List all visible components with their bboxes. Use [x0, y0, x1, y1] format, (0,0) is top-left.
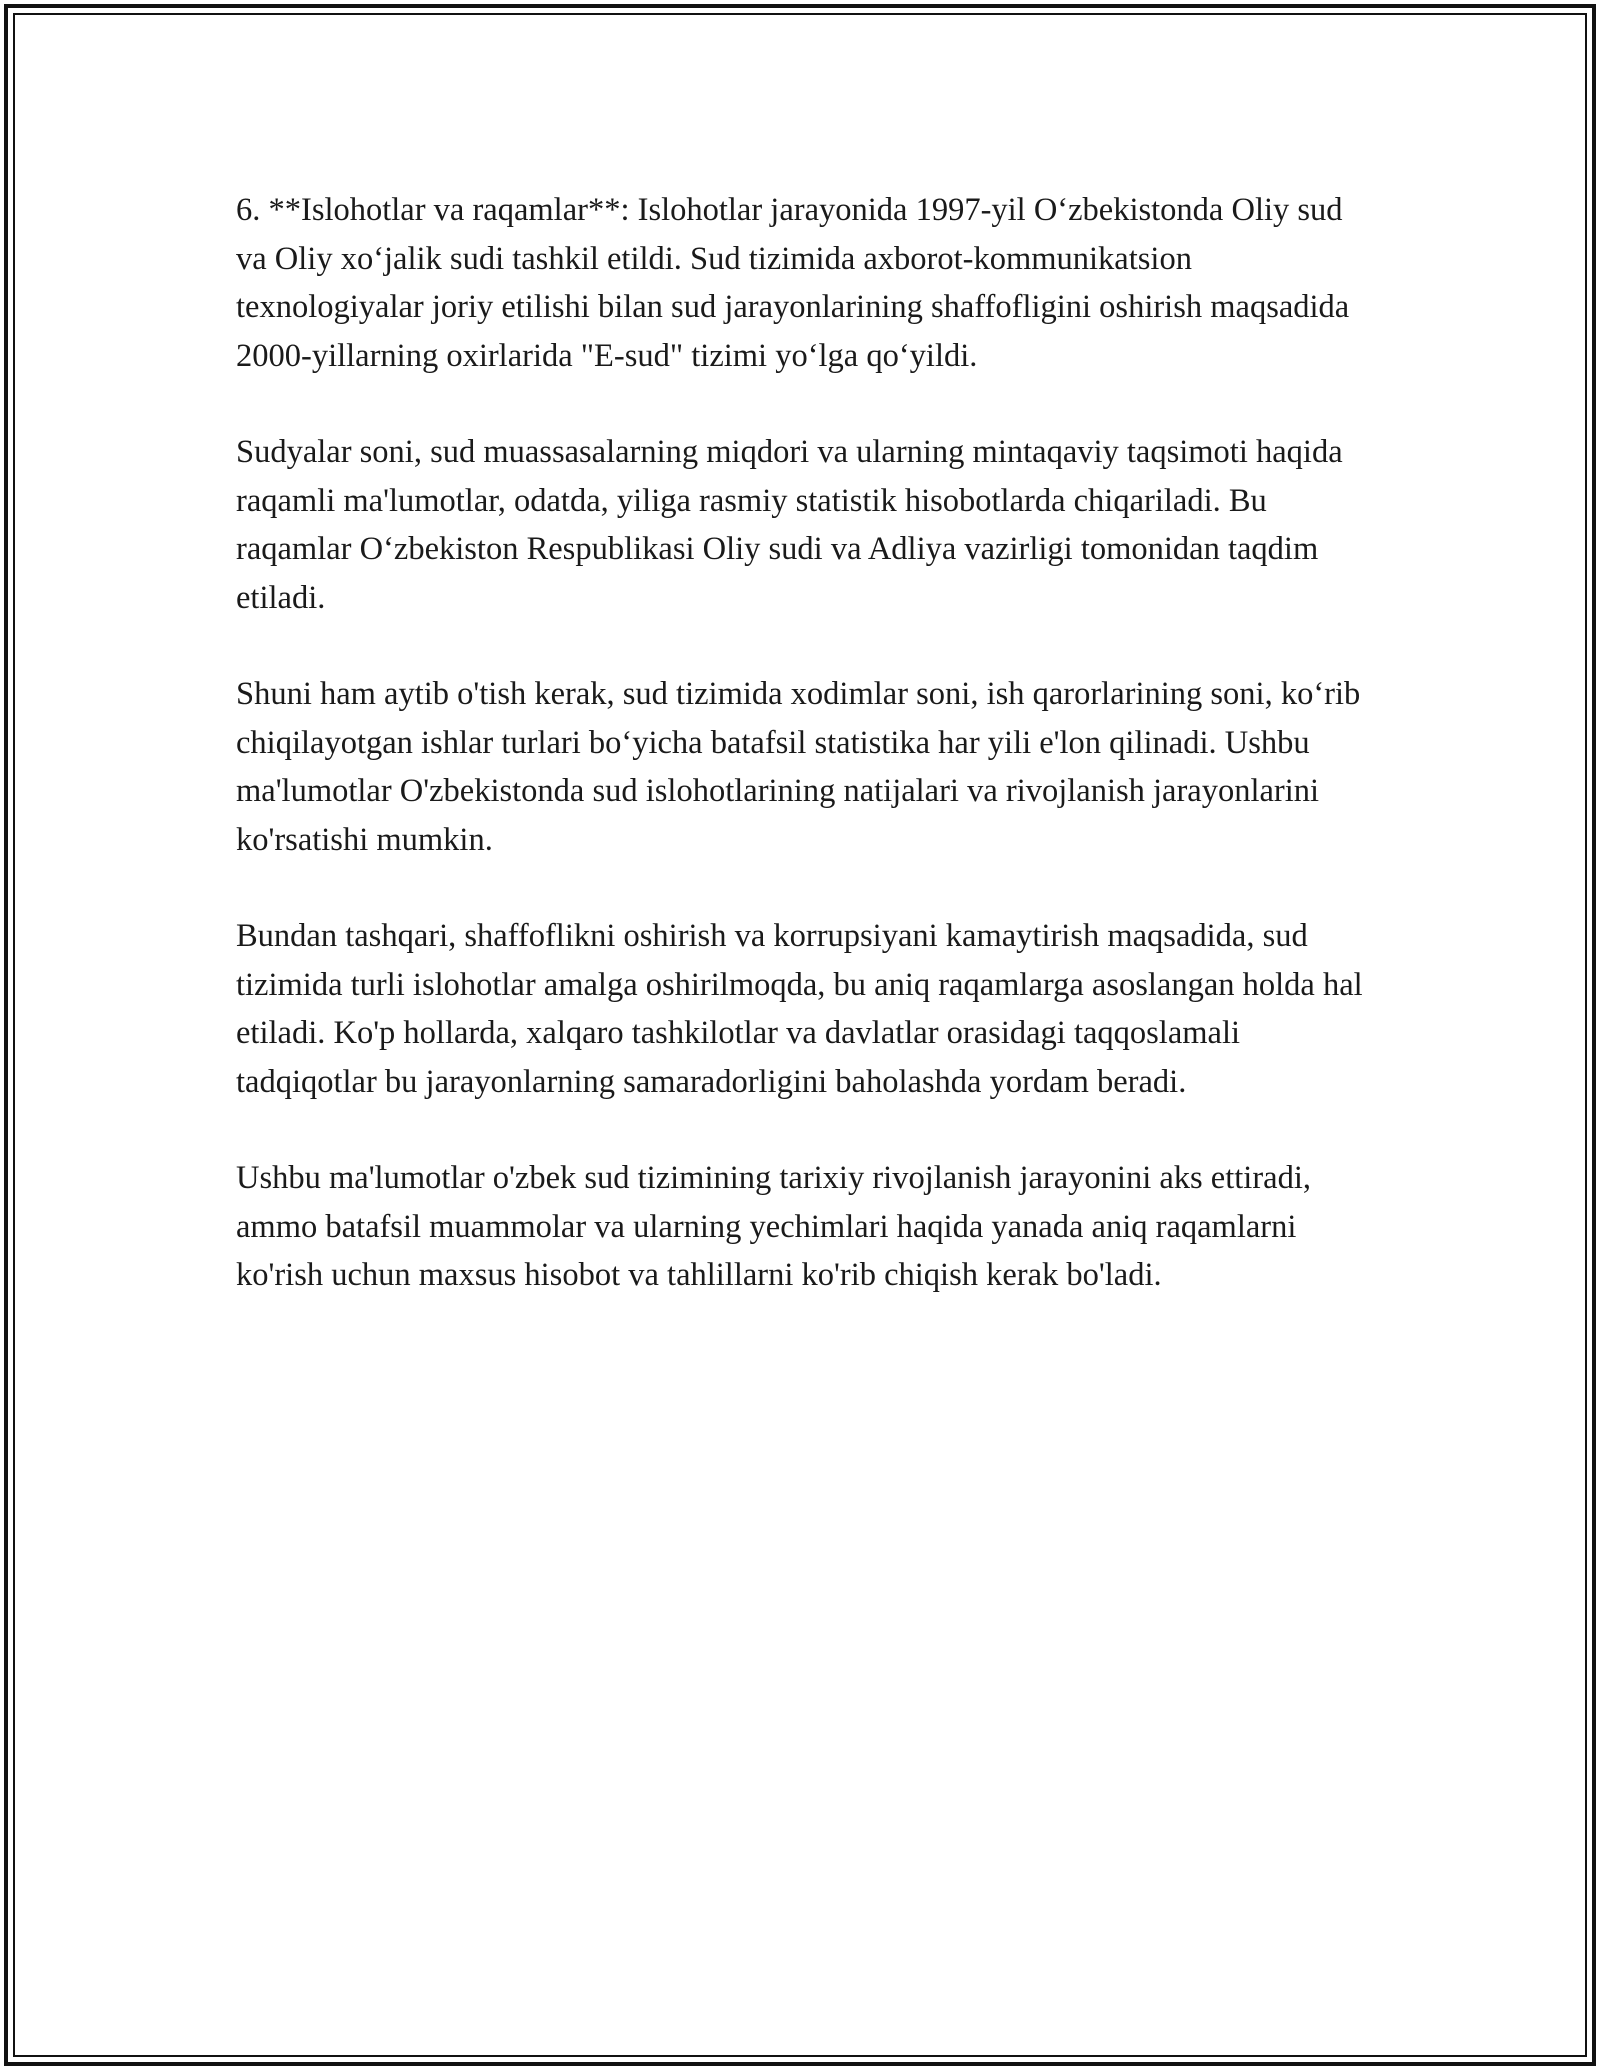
- paragraph-annual-statistics: Shuni ham aytib o'tish kerak, sud tizimida xodimlar soni, ish qarorlarining soni, ko‘rib chiqilayotgan ishlar turlari bo‘yicha batafsil statistika har yili e'lon qilinadi. Ushbu ma'lumotlar O'zbekistonda sud islohotlarining natijalari va rivojlanish jarayonlarini ko'rsatishi mumkin.: [236, 676, 1361, 858]
- paragraph-transparency-reforms: Bundan tashqari, shaffoflikni oshirish va korrupsiyani kamaytirish maqsadida, sud tizimida turli islohotlar amalga oshirilmoqda, bu aniq raqamlarga asoslangan holda hal etiladi. Ko'p hollarda, xalqaro tashkilotlar va davlatlar orasidagi taqqoslamali tadqiqotlar bu jarayonlarning samaradorligini baholashda yordam beradi.: [236, 918, 1363, 1100]
- document-body: [236, 186, 1376, 1348]
- paragraph-reforms-and-figures: 6. **Islohotlar va raqamlar**: Islohotlar jarayonida 1997-yil O‘zbekistonda Oliy sud va Oliy xo‘jalik sudi tashkil etildi. Sud tizimida axborot-kommunikatsion texnologiyalar joriy etilishi bilan sud jarayonlarining shaffofligini oshirish maqsadida 2000-yillarning oxirlarida "E-sud" tizimi yo‘lga qo‘yildi.: [236, 192, 1350, 374]
- paragraph-conclusion: Ushbu ma'lumotlar o'zbek sud tizimining tarixiy rivojlanish jarayonini aks ettiradi, ammo batafsil muammolar va ularning yechimlari haqida yanada aniq raqamlarni ko'rish uchun maxsus hisobot va tahlillarni ko'rib chiqish kerak bo'ladi.: [236, 1160, 1311, 1293]
- paragraph-judges-statistics: Sudyalar soni, sud muassasalarning miqdori va ularning mintaqaviy taqsimoti haqida raqamli ma'lumotlar, odatda, yiliga rasmiy statistik hisobotlarda chiqariladi. Bu raqamlar O‘zbekiston Respublikasi Oliy sudi va Adliya vazirligi tomonidan taqdim etiladi.: [236, 434, 1343, 616]
